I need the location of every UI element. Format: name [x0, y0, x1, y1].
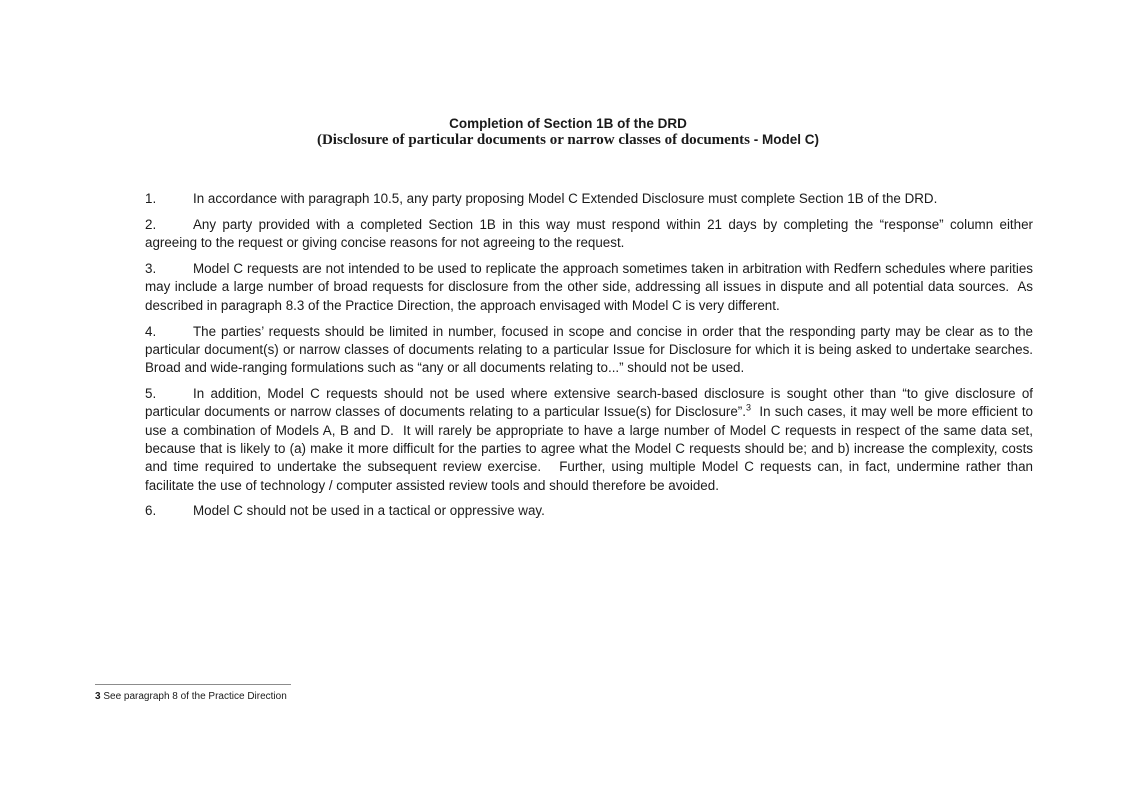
- paragraph-6: [145, 502, 1033, 520]
- paragraph-2-number: 2.: [145, 216, 157, 232]
- paragraph-4: [145, 323, 1037, 378]
- paragraph-2-text: Any party provided with a completed Section 1B in this way must respond within 21 days by completing the “response” column either agreeing to the request or giving concise reasons for not agreeing to the request.: [145, 216, 1037, 251]
- footnote-separator-rule: [95, 684, 291, 685]
- paragraph-1-number: 1.: [145, 191, 157, 206]
- paragraph-5-text-after-footnote: In such cases, it may well be more efficient to use a combination of Models A, B and D. It will rarely be appropriate to have a large number of Model C requests in respect of the same data set, because that is likely to (a) make it more difficult for the parties to agree what the Model C requests should be; and b) increase the complexity, costs and time required to undertake the subsequent review exercise. Further, using multiple Model C requests can, in fact, undermine rather than facilitate the use of technology / computer assisted review tools and should therefore be avoided.: [145, 404, 1037, 493]
- title-line-2-sans-segment: - Model C): [753, 132, 820, 147]
- document-title: [0, 116, 1136, 148]
- footnote: [95, 684, 291, 703]
- paragraph-6-number: 6.: [145, 503, 157, 519]
- paragraph-1-text: In accordance with paragraph 10.5, any party proposing Model C Extended Disclosure must complete Section 1B of the DRD.: [193, 191, 938, 206]
- footnote-text: [95, 691, 291, 703]
- title-line-2: [0, 132, 1136, 148]
- footnote-body: See paragraph 8 of the Practice Direction: [100, 691, 287, 702]
- document-body: [145, 190, 1037, 528]
- paragraph-3-text: Model C requests are not intended to be used to replicate the approach sometimes taken in arbitration with Redfern schedules where parities may include a large number of broad requests for disclosure from the other side, addressing all issues in dispute and all potential data sources. As described in paragraph 8.3 of the Practice Direction, the approach envisaged with Model C is very different.: [145, 261, 1037, 313]
- paragraph-6-text: Model C should not be used in a tactical or oppressive way.: [193, 503, 545, 519]
- paragraph-4-number: 4.: [145, 323, 157, 339]
- paragraph-1: [145, 190, 1033, 208]
- title-line-1: Completion of Section 1B of the DRD: [449, 116, 687, 131]
- paragraph-2: [145, 216, 1037, 253]
- paragraph-3-number: 3.: [145, 261, 157, 277]
- paragraph-5-number: 5.: [145, 386, 157, 402]
- paragraph-5-text-before-footnote: In addition, Model C requests should not be used where extensive search-based disclosure is sought other than “to give disclosure of particular documents or narrow classes of documents relating to a particular Issue(s) for Disclosure”.: [145, 386, 1037, 420]
- title-line-2-serif-segment: (Disclosure of particular documents or narrow classes of documents: [316, 132, 754, 148]
- paragraph-4-text: The parties’ requests should be limited in number, focused in scope and concise in order that the responding party may be clear as to the particular document(s) or narrow classes of documents relating to a particular Issue for Disclosure for which it is being asked to undertake searches. Broad and wide-ranging formulations such as “any or all documents relating to...” should not be used.: [145, 323, 1037, 376]
- paragraph-3: [145, 260, 1037, 315]
- paragraph-5: [145, 385, 1037, 495]
- footnote-reference-superscript: 3: [745, 402, 751, 413]
- footnote-marker: 3: [95, 691, 101, 702]
